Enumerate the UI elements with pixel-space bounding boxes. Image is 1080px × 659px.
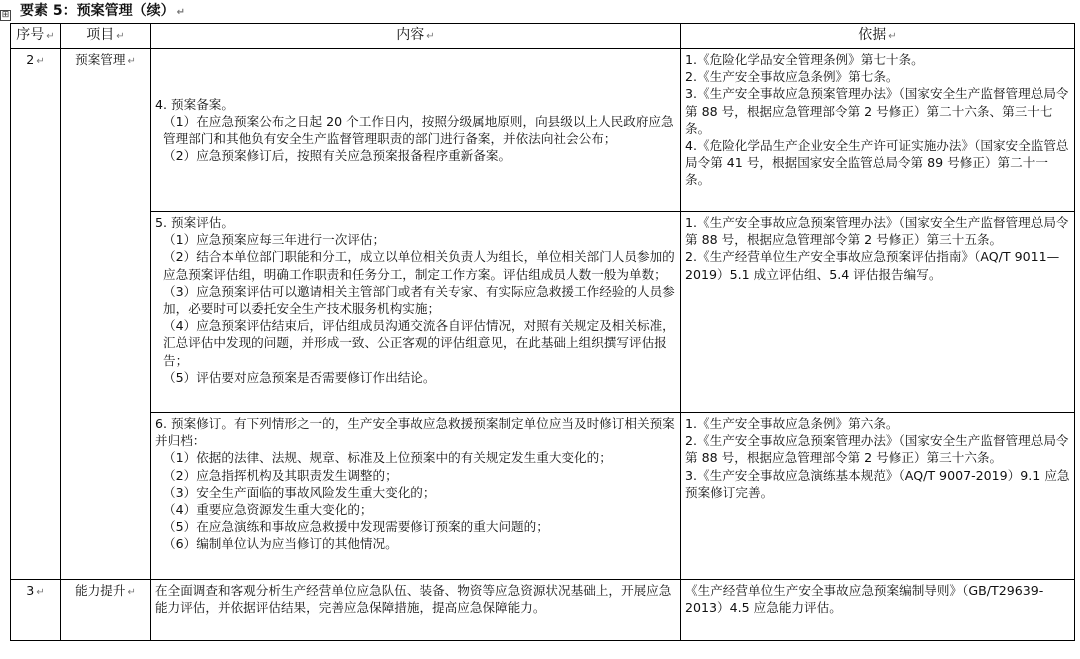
basis-line: 3.《生产安全事故应急预案管理办法》（国家安全生产监督管理总局令第 88 号，根据应急管理部令第 2 号修正）第二十六条、第三十七条。 — [685, 86, 1069, 136]
basis-line: 3.《生产安全事故应急演练基本规范》（AQ/T 9007-2019）9.1 应急预案修订完善。 — [685, 467, 1070, 500]
paragraph-mark-icon: ↵ — [176, 7, 186, 18]
basis-line: 1.《生产安全事故应急预案管理办法》（国家安全生产监督管理总局令第 88 号，根据应急管理部令第 2 号修正）第三十五条。 — [685, 215, 1069, 248]
section-title — [20, 0, 185, 22]
content-line: （2）结合本单位部门职能和分工，成立以单位相关负责人为组长，单位相关部门人员参加的应急预案评估组，明确工作职责和任务分工，制定工作方案。评估组成员人数一般为单数； — [163, 249, 675, 282]
row-item-cell: 预案管理 ↵ — [61, 49, 151, 580]
header-item: 项目 ↵ — [61, 24, 151, 49]
content-cell — [151, 580, 681, 641]
paragraph-mark-icon: ↵ — [36, 56, 45, 67]
content-line: （2）应急指挥机构及其职责发生调整的； — [163, 467, 398, 483]
section-title-text: 要素 5：预案管理（续） — [20, 3, 175, 19]
basis-line: 2.《生产安全事故应急条例》第七条。 — [685, 69, 899, 85]
content-line: （4）应急预案评估结束后，评估组成员沟通交流各自评估情况，对照有关规定及相关标准，汇总评估中发现的问题，并形成一致、公正客观的评估组意见，在此基础上组织撰写评估报告； — [163, 318, 675, 368]
paragraph-mark-icon: ↵ — [888, 30, 897, 42]
content-line: （5）在应急演练和事故应急救援中发现需要修订预案的重大问题的； — [163, 519, 549, 535]
content-line: （3）应急预案评估可以邀请相关主管部门或者有关专家、有实际应急救援工作经验的人员参加，必要时可以委托安全生产技术服务机构实施； — [163, 283, 675, 317]
content-line: （6）编制单位认为应当修订的其他情况。 — [163, 536, 398, 552]
content-line: （2）应急预案修订后，按照有关应急预案报备程序重新备案。 — [163, 148, 512, 164]
paragraph-mark-icon: ↵ — [116, 30, 125, 42]
paragraph-mark-icon: ↵ — [426, 30, 435, 42]
content-line: （3）安全生产面临的事故风险发生重大变化的； — [163, 484, 436, 500]
row-item-cell: 能力提升 ↵ — [61, 580, 151, 641]
content-line: （1）在应急预案公布之日起 20 个工作日内，按照分级属地原则，向县级以上人民政府应急管理部门和其他负有安全生产监督管理职责的部门进行备案，并依法向社会公布； — [163, 113, 674, 146]
row-seq-cell: 2 ↵ — [11, 49, 61, 580]
basis-line: 4.《危险化学品生产企业安全生产许可证实施办法》（国家安全监管总局令第 41 号，根据国家安全监管总局令第 89 号修正）第二十一条。 — [685, 138, 1069, 188]
content-line: （4）重要应急资源发生重大变化的； — [163, 502, 373, 518]
basis-cell — [681, 212, 1075, 413]
row-seq-cell: 3 ↵ — [11, 580, 61, 641]
paragraph-mark-icon: ↵ — [127, 587, 136, 598]
content-line: （5）评估要对应急预案是否需要修订作出结论。 — [163, 369, 436, 385]
table-move-handle-icon[interactable]: ⊞ — [1, 10, 10, 20]
paragraph-mark-icon: ↵ — [36, 587, 45, 598]
content-line: 4. 预案备案。 — [155, 96, 234, 112]
header-seq: 序号 ↵ — [11, 24, 61, 49]
basis-cell — [681, 49, 1075, 212]
table-row — [11, 413, 1075, 580]
content-line: 6. 预案修订。有下列情形之一的，生产安全事故应急救援预案制定单位应当及时修订相关预案并归档： — [155, 416, 675, 449]
content-line: （1）依据的法律、法规、规章、标准及上位预案中的有关规定发生重大变化的； — [163, 450, 612, 466]
basis-line: 2.《生产经营单位生产安全事故应急预案评估指南》（AQ/T 9011—2019）5.1 成立评估组、5.4 评估报告编写。 — [685, 249, 1060, 282]
paragraph-mark-icon: ↵ — [127, 56, 136, 67]
basis-line: 1.《危险化学品安全管理条例》第七十条。 — [685, 52, 924, 67]
basis-line: 1.《生产安全事故应急条例》第六条。 — [685, 416, 899, 431]
header-basis: 依据 ↵ — [681, 24, 1075, 49]
content-line: （1）应急预案应每三年进行一次评估； — [163, 232, 386, 248]
table-row — [11, 49, 1075, 212]
header-content: 内容 ↵ — [151, 24, 681, 49]
basis-line: 《生产经营单位生产安全事故应急预案编制导则》（GB/T29639-2013）4.5 应急能力评估。 — [685, 583, 1044, 616]
content-cell — [151, 49, 681, 212]
basis-line: 2.《生产安全事故应急预案管理办法》（国家安全生产监督管理总局令第 88 号，根据应急管理部令第 2 号修正）第三十六条。 — [685, 433, 1069, 466]
requirements-table — [10, 23, 1075, 641]
basis-cell — [681, 580, 1075, 641]
basis-cell — [681, 413, 1075, 580]
content-cell — [151, 212, 681, 413]
table-row — [11, 580, 1075, 641]
content-line: 5. 预案评估。 — [155, 215, 234, 230]
table-row — [11, 212, 1075, 413]
content-cell — [151, 413, 681, 580]
content-line: 在全面调查和客观分析生产经营单位应急队伍、装备、物资等应急资源状况基础上，开展应急能力评估，并依据评估结果，完善应急保障措施，提高应急保障能力。 — [155, 583, 672, 616]
paragraph-mark-icon: ↵ — [46, 30, 55, 42]
table-header-row — [11, 24, 1075, 49]
